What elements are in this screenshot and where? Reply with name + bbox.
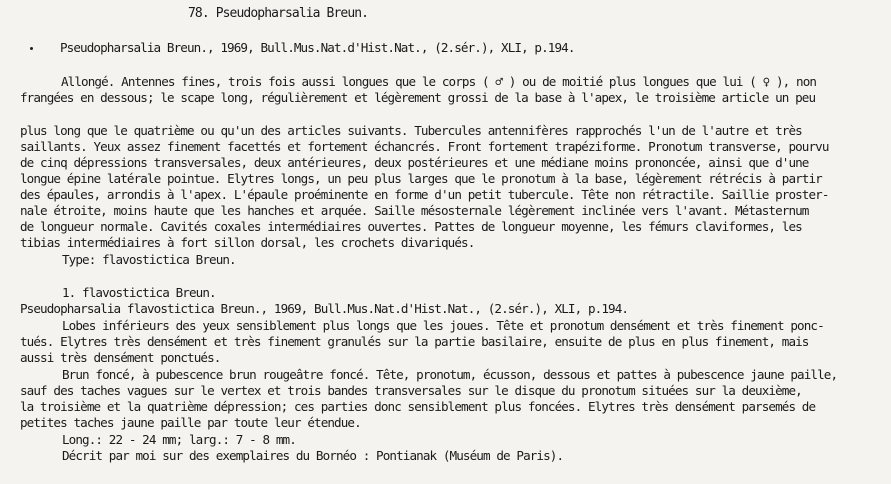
genus-description-line: Allongé. Antennes fines, trois fois aussi longues que le corps ( ♂ ) ou de moitié plus longues que lui ( ♀ ), non xyxy=(61,74,817,89)
genus-description-line: frangées en dessous; le scape long, régulièrement et légèrement grossi de la base à l'apex, le troisième article un peu xyxy=(20,90,816,105)
genus-citation: Pseudopharsalia Breun., 1969, Bull.Mus.Nat.d'Hist.Nat., (2.sér.), XLI, p.194. xyxy=(60,40,575,55)
species-description-line: Lobes inférieurs des yeux sensiblement plus longs que les joues. Tête et pronotum densément et très finement ponc- xyxy=(62,318,824,333)
genus-description-line: des épaules, arrondis à l'apex. L'épaule proéminente en forme d'un petit tubercule. Tête non rétractile. Saillie proster- xyxy=(20,187,829,202)
genus-description-line: de longueur normale. Cavités coxales intermédiaires ouvertes. Pattes de longueur moyenne, les fémurs claviformes, les xyxy=(20,219,802,234)
margin-mark xyxy=(30,47,33,50)
genus-description-line: plus long que le quatrième ou qu'un des articles suivants. Tubercules antennifères rapprochés l'un de l'autre et très xyxy=(20,123,802,138)
species-description-line: la troisième et la quatrième dépression; ces parties donc sensiblement plus foncées. Elytres très densément parsemés de xyxy=(20,399,816,414)
genus-description-line: de cinq dépressions transversales, deux antérieures, deux postérieures et une médiane moins prononcée, ainsi que d'une xyxy=(20,155,809,170)
species-description-line: Brun foncé, à pubescence brun rougeâtre foncé. Tête, pronotum, écusson, dessous et pattes à pubescence jaune paille, xyxy=(62,367,838,382)
species-citation: Pseudopharsalia flavostictica Breun., 1969, Bull.Mus.Nat.d'Hist.Nat., (2.sér.), XLI, p.194. xyxy=(20,301,629,316)
species-description-line: tués. Elytres très densément et très finement granulés sur la partie basilaire, ensuite de plus en plus finement, mais xyxy=(20,334,809,349)
species-heading: 1. flavostictica Breun. xyxy=(62,285,216,300)
measurements: Long.: 22 - 24 mm; larg.: 7 - 8 mm. xyxy=(62,432,296,447)
species-description-line: petites taches jaune paille par toute leur étendue. xyxy=(20,415,361,430)
species-description-line: sauf des taches vagues sur le vertex et trois bandes transversales sur le disque du pronotum situées sur la deuxième, xyxy=(20,383,802,398)
genus-description-line: nale étroite, moins haute que les hanches et arquée. Saille mésosternale légèrement inclinée vers l'avant. Métasternum xyxy=(20,203,809,218)
genus-description-line: saillants. Yeux assez finement facettés et fortement échancrés. Front fortement trapéziforme. Pronotum transverse, pourvu xyxy=(20,139,829,154)
type-line: Type: flavostictica Breun. xyxy=(62,252,236,267)
genus-description-line: longue épine latérale pointue. Elytres longs, un peu plus larges que le pronotum à la base, légèrement rétrécis à partir xyxy=(20,171,822,186)
genus-heading: 78. Pseudopharsalia Breun. xyxy=(188,6,369,21)
species-description-line: aussi très densément ponctués. xyxy=(20,350,221,365)
material-examined: Décrit par moi sur des exemplaires du Bornéo : Pontianak (Muséum de Paris). xyxy=(62,448,564,463)
genus-description-line: tibias intermédiaires à fort sillon dorsal, les crochets divariqués. xyxy=(20,235,475,250)
